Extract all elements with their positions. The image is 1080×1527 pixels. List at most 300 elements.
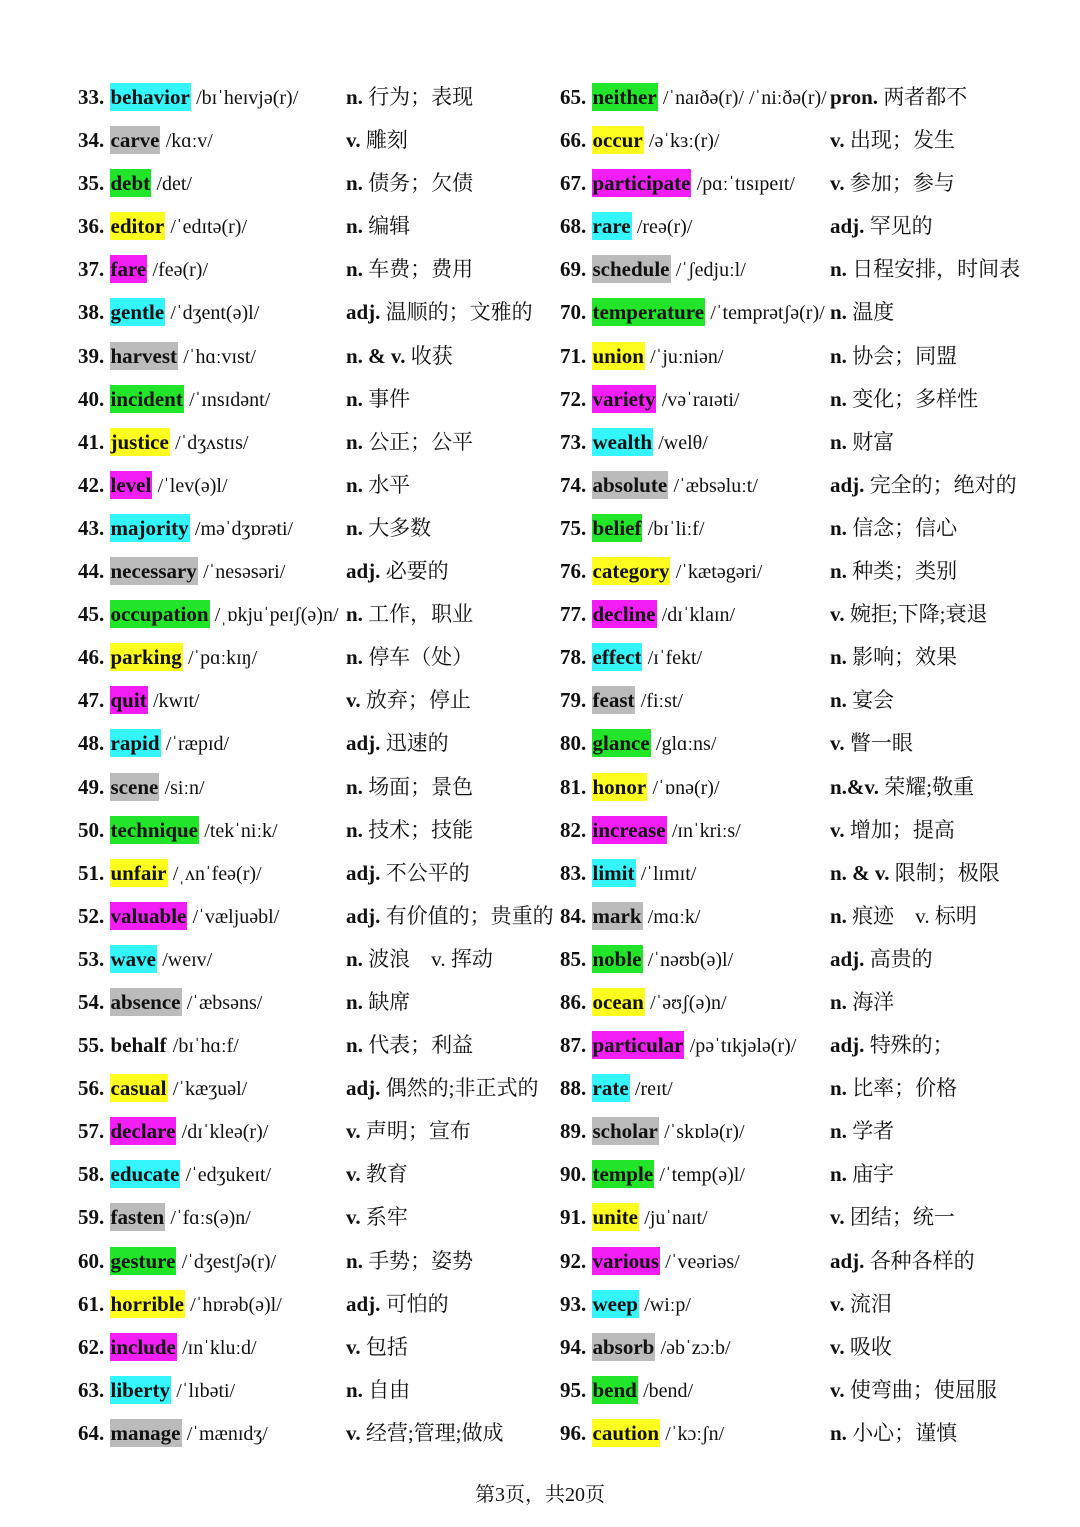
entry-part-of-speech: adj.	[830, 214, 865, 239]
entry-part-of-speech: adj.	[830, 946, 865, 971]
vocab-entry	[78, 335, 548, 378]
entry-number: 94.	[560, 1334, 587, 1359]
entry-number: 35.	[78, 171, 105, 196]
entry-meaning-text: 种类；类别	[852, 559, 958, 584]
entry-number: 59.	[78, 1205, 105, 1230]
entry-meaning-text: 两者都不	[883, 85, 968, 109]
entry-number: 64.	[78, 1420, 105, 1445]
entry-number: 95.	[560, 1377, 587, 1402]
entry-word: parking	[110, 645, 182, 670]
entry-word: manage	[110, 1420, 181, 1445]
entry-number: 78.	[560, 645, 587, 670]
entry-number: 39.	[78, 343, 105, 368]
entry-number: 79.	[560, 688, 587, 713]
entry-phonetic: /ˌɒkjuˈpeɪʃ(ə)n/	[214, 604, 339, 627]
entry-phonetic: /wiːp/	[644, 1293, 691, 1316]
entry-meaning	[830, 938, 933, 981]
entry-part-of-speech: n.	[830, 343, 847, 368]
vocab-entry	[560, 378, 1030, 421]
entry-number: 96.	[560, 1420, 587, 1445]
entry-meaning	[346, 809, 473, 852]
entry-part-of-speech: n.	[346, 214, 363, 239]
entry-phonetic: /ˈʃedjuːl/	[675, 259, 746, 282]
entry-part-of-speech: n.	[346, 515, 363, 540]
vocab-entry	[560, 938, 1030, 981]
entry-phonetic: /bɪˈhɑːf/	[172, 1035, 239, 1058]
vocab-entry	[78, 248, 548, 291]
entry-word: caution	[592, 1420, 660, 1445]
entry-meaning-text: 技术；技能	[368, 817, 474, 842]
entry-phonetic: /ˈskɒlə(r)/	[664, 1121, 745, 1144]
entry-word: rate	[592, 1076, 629, 1101]
entry-word: scene	[110, 774, 159, 799]
entry-part-of-speech: n.	[830, 1076, 847, 1101]
entry-meaning-text: 车费；费用	[368, 257, 474, 282]
entry-meaning-text: 水平	[368, 472, 411, 497]
entry-number: 37.	[78, 257, 105, 282]
entry-number: 88.	[560, 1076, 587, 1101]
entry-meaning	[830, 809, 955, 852]
entry-word: majority	[110, 515, 189, 540]
entry-part-of-speech: adj.	[346, 731, 381, 756]
entry-phonetic: /reɪt/	[634, 1078, 673, 1101]
entry-part-of-speech: adj.	[346, 903, 381, 928]
entry-meaning	[830, 1067, 957, 1110]
entry-phonetic: /ˈɒnə(r)/	[652, 776, 720, 799]
entry-word: behalf	[110, 1033, 167, 1058]
entry-meaning	[830, 291, 894, 334]
entry-meaning	[346, 1153, 408, 1196]
entry-meaning-text: 信念；信心	[852, 515, 958, 540]
vocab-entry	[78, 1283, 548, 1326]
entry-phonetic: /siːn/	[164, 776, 205, 799]
entry-phonetic: /ˈræpɪd/	[165, 733, 230, 756]
entry-number: 36.	[78, 214, 105, 239]
entry-number: 86.	[560, 989, 587, 1014]
vocab-entry	[560, 119, 1030, 162]
vocab-entry	[560, 1369, 1030, 1412]
entry-meaning-text: 增加；提高	[849, 817, 955, 842]
entry-meaning	[346, 1326, 408, 1369]
entry-phonetic: /məˈdʒɒrəti/	[194, 517, 294, 540]
entry-meaning	[346, 162, 473, 205]
entry-word: effect	[592, 645, 642, 670]
entry-part-of-speech: n.	[830, 515, 847, 540]
entry-meaning	[830, 1412, 957, 1455]
entry-word: weep	[592, 1291, 638, 1316]
entry-phonetic: /vəˈraɪəti/	[661, 388, 740, 411]
entry-meaning	[830, 507, 957, 550]
entry-word: horrible	[110, 1291, 184, 1316]
vocab-entry	[78, 593, 548, 636]
vocab-entry	[560, 162, 1030, 205]
entry-phonetic: /ˈkæʒuəl/	[172, 1078, 248, 1101]
entry-number: 67.	[560, 171, 587, 196]
entry-word: declare	[110, 1119, 176, 1144]
entry-word: gesture	[110, 1248, 176, 1273]
entry-meaning	[830, 550, 957, 593]
entry-number: 33.	[78, 85, 105, 109]
vocab-entry	[560, 1283, 1030, 1326]
entry-meaning-text: 事件	[368, 386, 411, 411]
vocab-entry	[78, 76, 548, 119]
entry-part-of-speech: n. & v.	[830, 860, 890, 885]
entry-meaning	[346, 378, 410, 421]
entry-part-of-speech: n.	[346, 1033, 363, 1058]
entry-part-of-speech: n.	[346, 429, 363, 454]
entry-meaning-text: 缺席	[368, 989, 411, 1014]
entry-meaning-text: 团结；统一	[849, 1205, 955, 1230]
entry-meaning	[830, 1240, 975, 1283]
entry-phonetic: /ˌʌnˈfeə(r)/	[172, 862, 262, 885]
entry-phonetic: /ˈedʒukeɪt/	[185, 1164, 272, 1187]
vocab-entry	[560, 464, 1030, 507]
entry-part-of-speech: adj.	[346, 1291, 381, 1316]
entry-word: noble	[592, 946, 642, 971]
entry-meaning-text: 小心；谨慎	[852, 1420, 958, 1445]
entry-number: 55.	[78, 1033, 105, 1058]
entry-number: 81.	[560, 774, 587, 799]
entry-number: 40.	[78, 386, 105, 411]
entry-word: glance	[592, 731, 650, 756]
entry-meaning	[346, 421, 473, 464]
entry-phonetic: /dɪˈkleə(r)/	[181, 1121, 269, 1144]
entry-word: particular	[592, 1033, 684, 1058]
entry-word: fasten	[110, 1205, 165, 1230]
vocab-entry	[78, 852, 548, 895]
entry-phonetic: /ˈnaɪðə(r)/ /ˈniːðə(r)/	[662, 87, 827, 109]
entry-number: 66.	[560, 128, 587, 153]
vocab-entry	[78, 766, 548, 809]
entry-meaning-text: 可怕的	[385, 1291, 449, 1316]
entry-word: rapid	[110, 731, 160, 756]
vocab-entry	[78, 378, 548, 421]
entry-word: temple	[592, 1162, 654, 1187]
entry-number: 70.	[560, 300, 587, 325]
vocab-entry	[78, 1240, 548, 1283]
entry-number: 84.	[560, 903, 587, 928]
entry-part-of-speech: n.	[830, 1162, 847, 1187]
entry-phonetic: /weɪv/	[162, 948, 213, 971]
entry-number: 76.	[560, 559, 587, 584]
entry-word: bend	[592, 1377, 637, 1402]
entry-meaning	[346, 679, 471, 722]
entry-phonetic: /kɑːv/	[165, 130, 213, 153]
entry-meaning	[830, 895, 977, 938]
entry-meaning-text: 大多数	[368, 515, 432, 540]
entry-word: wealth	[592, 429, 652, 454]
vocab-entry	[78, 722, 548, 765]
entry-phonetic: /ˈkætəgəri/	[675, 561, 763, 584]
vocab-entry	[560, 636, 1030, 679]
vocab-column-right	[560, 76, 1030, 1455]
entry-meaning-text: 手势；姿势	[368, 1248, 474, 1273]
entry-word: absolute	[592, 472, 668, 497]
entry-number: 34.	[78, 128, 105, 153]
entry-number: 54.	[78, 989, 105, 1014]
entry-number: 56.	[78, 1076, 105, 1101]
entry-meaning-text: 声明；宣布	[365, 1119, 471, 1144]
entry-part-of-speech: n.	[830, 429, 847, 454]
entry-meaning	[830, 679, 894, 722]
entry-meaning	[346, 291, 533, 334]
entry-meaning-text: 债务；欠债	[368, 171, 474, 196]
entry-word: limit	[592, 860, 635, 885]
entry-word: occur	[592, 128, 643, 153]
entry-meaning-text: 有价值的；贵重的	[385, 903, 554, 928]
vocab-entry	[78, 809, 548, 852]
entry-word: valuable	[110, 903, 187, 928]
entry-phonetic: /ˈmænɪdʒ/	[186, 1422, 268, 1445]
entry-meaning-text: 海洋	[852, 989, 895, 1014]
entry-part-of-speech: adj.	[346, 300, 381, 325]
entry-phonetic: /ˈkɔːʃn/	[665, 1422, 725, 1445]
entry-phonetic: /juˈnaɪt/	[644, 1207, 708, 1230]
entry-part-of-speech: n.	[830, 257, 847, 282]
entry-word: belief	[592, 515, 642, 540]
entry-phonetic: /ˈnesəsəri/	[203, 561, 286, 584]
entry-meaning	[830, 1153, 894, 1196]
vocab-entry	[78, 464, 548, 507]
entry-number: 71.	[560, 343, 587, 368]
vocab-entry	[560, 1240, 1030, 1283]
vocab-entry	[78, 550, 548, 593]
entry-number: 91.	[560, 1205, 587, 1230]
vocab-entry	[78, 1067, 548, 1110]
entry-phonetic: /ˈdʒent(ə)l/	[170, 302, 260, 325]
entry-number: 93.	[560, 1291, 587, 1316]
entry-meaning	[830, 464, 1017, 507]
entry-number: 82.	[560, 817, 587, 842]
entry-number: 47.	[78, 688, 105, 713]
entry-meaning	[830, 1196, 955, 1239]
entry-meaning	[346, 766, 473, 809]
entry-meaning-text: 放弃；停止	[365, 688, 471, 713]
entry-number: 38.	[78, 300, 105, 325]
entry-meaning-text: 自由	[368, 1377, 411, 1402]
entry-number: 75.	[560, 515, 587, 540]
vocab-entry	[78, 421, 548, 464]
vocab-entry	[78, 679, 548, 722]
entry-number: 68.	[560, 214, 587, 239]
entry-word: necessary	[110, 559, 197, 584]
entry-part-of-speech: v.	[830, 1291, 845, 1316]
entry-number: 46.	[78, 645, 105, 670]
entry-word: rare	[592, 214, 631, 239]
entry-word: feast	[592, 688, 635, 713]
entry-phonetic: /əbˈzɔːb/	[660, 1336, 731, 1359]
entry-part-of-speech: v.	[830, 817, 845, 842]
entry-part-of-speech: n.	[346, 171, 363, 196]
entry-word: ocean	[592, 989, 644, 1014]
entry-word: gentle	[110, 300, 165, 325]
entry-part-of-speech: n.	[346, 946, 363, 971]
entry-part-of-speech: n.	[346, 1377, 363, 1402]
entry-meaning	[830, 1283, 892, 1326]
entry-phonetic: /ˈhɒrəb(ə)l/	[190, 1293, 282, 1316]
entry-meaning	[346, 248, 473, 291]
entry-number: 87.	[560, 1033, 587, 1058]
entry-meaning-text: 各种各样的	[869, 1248, 975, 1273]
entry-meaning-text: 温度	[852, 300, 895, 325]
entry-number: 53.	[78, 946, 105, 971]
entry-number: 43.	[78, 515, 105, 540]
entry-number: 77.	[560, 602, 587, 627]
vocab-entry	[78, 1369, 548, 1412]
entry-meaning	[830, 421, 894, 464]
vocab-entry	[560, 76, 1030, 119]
entry-meaning	[346, 938, 493, 981]
entry-number: 62.	[78, 1334, 105, 1359]
entry-meaning	[346, 205, 410, 248]
entry-meaning-text: 痕迹 v. 标明	[852, 903, 977, 928]
entry-word: harvest	[110, 343, 177, 368]
entry-meaning	[346, 76, 473, 119]
entry-phonetic: /kwɪt/	[152, 690, 200, 713]
entry-phonetic: /ˈfɑːs(ə)n/	[170, 1207, 251, 1230]
entry-meaning	[346, 1110, 471, 1153]
entry-meaning	[346, 1067, 539, 1110]
entry-word: mark	[592, 903, 642, 928]
entry-word: scholar	[592, 1119, 658, 1144]
entry-number: 44.	[78, 559, 105, 584]
entry-part-of-speech: n.	[830, 903, 847, 928]
entry-number: 65.	[560, 85, 587, 109]
entry-word: schedule	[592, 257, 670, 282]
entry-meaning-text: 比率；价格	[852, 1076, 958, 1101]
entry-number: 61.	[78, 1291, 105, 1316]
vocab-entry	[78, 119, 548, 162]
entry-word: occupation	[110, 602, 209, 627]
entry-meaning	[830, 1110, 894, 1153]
entry-phonetic: /ˈəʊʃ(ə)n/	[650, 991, 727, 1014]
entry-word: casual	[110, 1076, 167, 1101]
entry-meaning-text: 瞥一眼	[849, 731, 913, 756]
entry-phonetic: /pɑːˈtɪsɪpeɪt/	[696, 173, 795, 196]
vocab-entry	[560, 291, 1030, 334]
entry-part-of-speech: n. & v.	[346, 343, 406, 368]
entry-number: 49.	[78, 774, 105, 799]
entry-word: debt	[110, 171, 151, 196]
entry-meaning-text: 使弯曲；使屈服	[849, 1377, 997, 1402]
entry-word: decline	[592, 602, 656, 627]
vocab-entry	[78, 1024, 548, 1067]
vocab-column-left	[78, 76, 554, 1455]
entry-meaning-text: 宴会	[852, 688, 895, 713]
entry-meaning-text: 行为；表现	[368, 85, 474, 109]
entry-meaning-text: 荣耀;敬重	[884, 774, 975, 799]
entry-meaning-text: 吸收	[849, 1334, 892, 1359]
entry-meaning	[346, 507, 431, 550]
entry-meaning	[830, 335, 957, 378]
entry-meaning-text: 公正；公平	[368, 429, 474, 454]
entry-phonetic: /ˈedɪtə(r)/	[170, 216, 248, 239]
vocab-entry	[560, 981, 1030, 1024]
vocab-entry	[560, 1412, 1030, 1455]
entry-number: 57.	[78, 1119, 105, 1144]
entry-meaning	[830, 162, 955, 205]
entry-meaning	[830, 76, 967, 119]
entry-word: behavior	[110, 85, 190, 109]
entry-part-of-speech: n.	[346, 817, 363, 842]
vocab-entry	[78, 1110, 548, 1153]
entry-meaning	[346, 1412, 504, 1455]
entry-meaning-text: 偶然的;非正式的	[385, 1076, 539, 1101]
vocab-entry	[78, 205, 548, 248]
entry-phonetic: /bɪˈliːf/	[647, 517, 705, 540]
page-footer: 第3页，共20页	[475, 1484, 605, 1506]
entry-meaning-text: 特殊的；	[869, 1033, 954, 1058]
vocab-entry	[560, 809, 1030, 852]
entry-phonetic: /ˈpɑːkɪŋ/	[187, 647, 258, 670]
entry-phonetic: /ˈdʒestʃə(r)/	[181, 1250, 277, 1273]
entry-number: 90.	[560, 1162, 587, 1187]
entry-meaning-text: 波浪 v. 挥动	[368, 946, 493, 971]
entry-phonetic: /ˈæbsəns/	[186, 991, 263, 1014]
entry-meaning-text: 学者	[852, 1119, 895, 1144]
entry-meaning-text: 流泪	[849, 1291, 892, 1316]
vocab-entry	[78, 938, 548, 981]
entry-meaning	[346, 722, 449, 765]
entry-part-of-speech: n.	[346, 602, 363, 627]
entry-number: 58.	[78, 1162, 105, 1187]
entry-phonetic: /bɪˈheɪvjə(r)/	[196, 87, 299, 109]
entry-word: technique	[110, 817, 199, 842]
entry-phonetic: /ˈdʒʌstɪs/	[175, 431, 249, 454]
entry-meaning-text: 完全的；绝对的	[869, 472, 1017, 497]
entry-meaning-text: 罕见的	[869, 214, 933, 239]
vocab-entry	[560, 1153, 1030, 1196]
entry-meaning-text: 包括	[365, 1334, 408, 1359]
vocab-entry	[78, 895, 554, 938]
entry-meaning	[346, 1240, 473, 1283]
entry-phonetic: /ˈlev(ə)l/	[157, 474, 228, 497]
entry-meaning	[346, 895, 554, 938]
entry-word: neither	[592, 85, 657, 109]
entry-meaning-text: 出现；发生	[849, 128, 955, 153]
entry-meaning-text: 停车（处）	[368, 645, 474, 670]
vocab-entry	[78, 291, 548, 334]
entry-phonetic: /ˈlɪmɪt/	[640, 862, 697, 885]
vocab-entry	[78, 507, 548, 550]
entry-meaning	[346, 852, 470, 895]
entry-part-of-speech: v.	[346, 1205, 361, 1230]
entry-word: absorb	[592, 1334, 655, 1359]
entry-meaning	[830, 766, 974, 809]
entry-part-of-speech: n.	[346, 774, 363, 799]
entry-meaning	[830, 119, 955, 162]
vocab-entry	[560, 679, 1030, 722]
entry-meaning-text: 温顺的；文雅的	[385, 300, 533, 325]
entry-word: variety	[592, 386, 656, 411]
entry-meaning-text: 编辑	[368, 214, 411, 239]
entry-part-of-speech: v.	[346, 128, 361, 153]
entry-part-of-speech: n.	[830, 688, 847, 713]
entry-part-of-speech: v.	[830, 1334, 845, 1359]
entry-part-of-speech: n.	[346, 989, 363, 1014]
entry-meaning	[346, 981, 410, 1024]
entry-part-of-speech: adj.	[830, 1248, 865, 1273]
entry-number: 74.	[560, 472, 587, 497]
entry-part-of-speech: v.	[346, 1334, 361, 1359]
vocab-entry	[560, 1326, 1030, 1369]
entry-part-of-speech: v.	[346, 1162, 361, 1187]
entry-phonetic: /ɪˈfekt/	[647, 647, 703, 670]
entry-word: fare	[110, 257, 147, 282]
entry-phonetic: /ˈtemp(ə)l/	[659, 1164, 745, 1187]
entry-word: level	[110, 472, 152, 497]
entry-meaning	[830, 593, 988, 636]
